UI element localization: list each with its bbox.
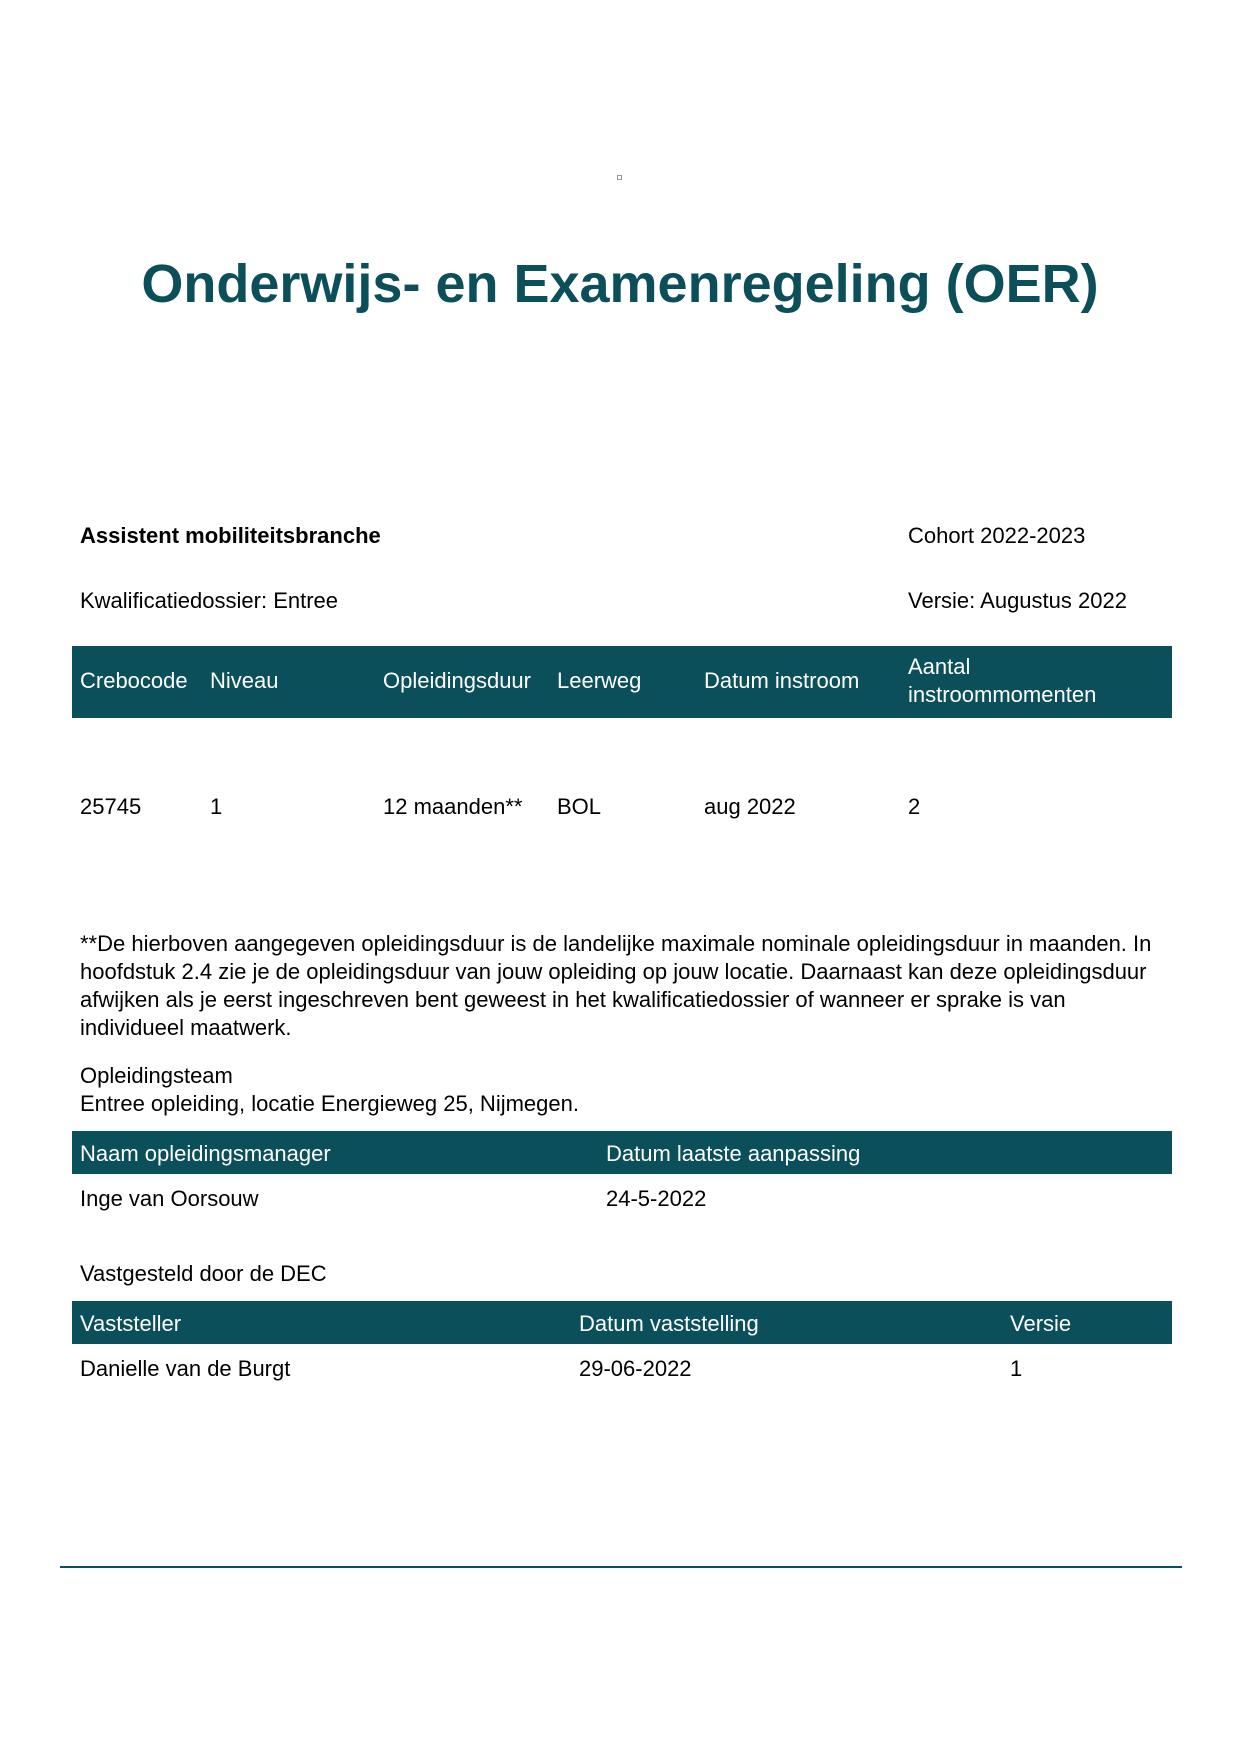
cell-leerweg: BOL — [557, 794, 602, 819]
team-location: Entree opleiding, locatie Energieweg 25, Nijmegen. — [80, 1091, 579, 1116]
program-table-header — [72, 646, 1172, 718]
manager-table-row — [72, 1186, 1172, 1216]
cell-manager-name: Inge van Oorsouw — [80, 1186, 259, 1211]
cell-datum-instroom: aug 2022 — [704, 794, 796, 819]
cell-niveau: 1 — [210, 794, 223, 819]
cell-versie: 1 — [1010, 1356, 1023, 1381]
footer-divider — [60, 1566, 1182, 1568]
cell-vaststeller: Danielle van de Burgt — [80, 1356, 291, 1381]
header-datum-vaststelling: Datum vaststelling — [579, 1311, 759, 1336]
version-label: Versie: Augustus 2022 — [908, 588, 1127, 613]
header-instroommomenten: instroommomenten — [908, 682, 1097, 707]
header-versie: Versie — [1010, 1311, 1072, 1336]
program-table-row — [72, 794, 1172, 824]
cell-opleidingsduur: 12 maanden** — [383, 794, 523, 819]
cell-crebocode: 25745 — [80, 794, 142, 819]
page-title: Onderwijs- en Examenregeling (OER) — [141, 254, 1099, 314]
header-aantal: Aantal — [908, 654, 971, 679]
header-naam-opleidingsmanager: Naam opleidingsmanager — [80, 1141, 331, 1166]
header-opleidingsduur: Opleidingsduur — [383, 668, 531, 693]
cell-aantal-instroommomenten: 2 — [908, 794, 921, 819]
placeholder-mark-icon — [617, 175, 622, 180]
header-niveau: Niveau — [210, 668, 279, 693]
program-name: Assistent mobiliteitsbranche — [80, 523, 381, 548]
header-datum-instroom: Datum instroom — [704, 668, 860, 693]
duration-footnote: **De hierboven aangegeven opleidingsduur is de landelijke maximale nominale opleidingsduur in maanden. In hoofdstuk 2.4 zie je de opleidingsduur van jouw opleiding op jouw locatie. Daarnaast kan deze opleidingsduur afwijken als je eerst ingeschreven bent geweest in het kwalificatiedossier of wanneer er sprake is van individueel maatwerk. — [80, 931, 1152, 1040]
dossier-label: Kwalificatiedossier: Entree — [80, 588, 339, 613]
header-vaststeller: Vaststeller — [80, 1311, 182, 1336]
dec-label: Vastgesteld door de DEC — [80, 1261, 327, 1286]
dec-table-row — [72, 1356, 1172, 1386]
header-crebocode: Crebocode — [80, 668, 188, 693]
team-label: Opleidingsteam — [80, 1063, 233, 1088]
cohort-label: Cohort 2022-2023 — [908, 523, 1086, 548]
manager-table-header — [72, 1131, 1172, 1174]
header-datum-laatste-aanpassing: Datum laatste aanpassing — [606, 1141, 861, 1166]
cell-datum-vaststelling: 29-06-2022 — [579, 1356, 692, 1381]
header-leerweg: Leerweg — [557, 668, 642, 693]
dec-table-header — [72, 1301, 1172, 1344]
cell-last-modified: 24-5-2022 — [606, 1186, 707, 1211]
